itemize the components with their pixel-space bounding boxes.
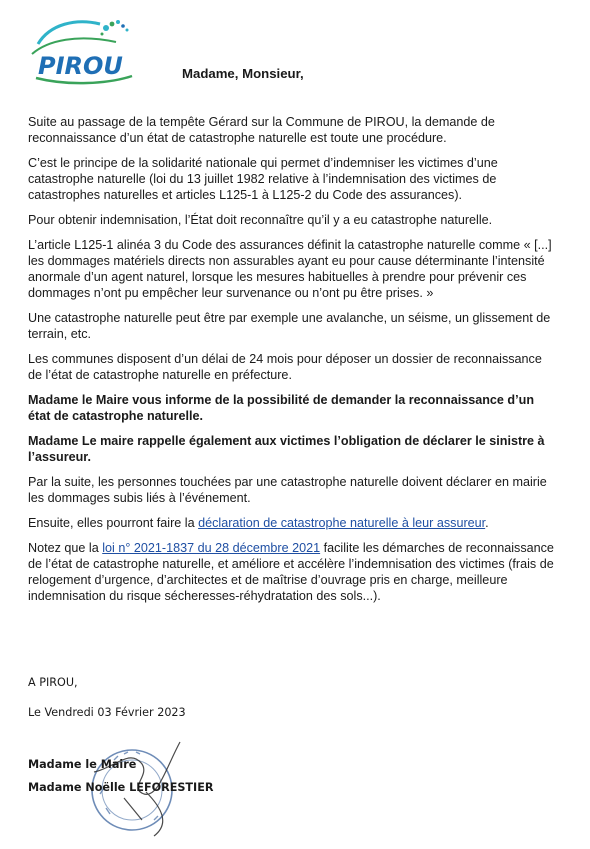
paragraph-maire-rappelle: Madame Le maire rappelle également aux victimes l’obligation de déclarer le sinistre à l’assureur. — [28, 434, 545, 464]
paragraph-maire-informe: Madame le Maire vous informe de la possibilité de demander la reconnaissance d’un état de catastrophe naturelle. — [28, 393, 535, 423]
paragraph-delai: Les communes disposent d’un délai de 24 mois pour déposer un dossier de reconnaissance de l’état de catastrophe naturelle en préfecture. — [28, 352, 542, 382]
pirou-logo — [28, 14, 140, 86]
ensuite-after: . — [485, 516, 489, 530]
paragraph-notez — [28, 540, 558, 604]
notez-after: facilite les démarches de reconnaissance de l’état de catastrophe naturelle, et améliore et accélère l’indemnisation des victimes (frais de relogement d’urgence, d’architectes et de maîtrise d’ouvrage pris en charge, meilleure indemnisation du risque sécheresses-réhydratation des sols...). — [28, 541, 554, 603]
paragraph-exemples: Une catastrophe naturelle peut être par exemple une avalanche, un séisme, un glissement de terrain, etc. — [28, 311, 551, 341]
paragraph-tempete: Suite au passage de la tempête Gérard sur la Commune de PIROU, la demande de reconnaissance d’un état de catastrophe naturelle est toute une procédure. — [28, 115, 495, 145]
loi-2021-link[interactable]: loi n° 2021-1837 du 28 décembre 2021 — [102, 541, 321, 555]
declaration-assureur-link[interactable]: déclaration de catastrophe naturelle à leur assureur — [198, 516, 486, 530]
paragraph-article: L’article L125-1 alinéa 3 du Code des assurances définit la catastrophe naturelle comme « [...] les dommages matériels directs non assurables ayant eu pour cause déterminante l’intensité anormale d’un agent naturel, lorsque les mesures habituelles à prendre pour prévenir ces dommages n’ont pu empêcher leur survenance ou n’ont pu être prises. » — [28, 238, 552, 300]
date-line: Le Vendredi 03 Février 2023 — [28, 706, 186, 719]
paragraph-ensuite — [28, 515, 558, 531]
paragraph-declarer-mairie: Par la suite, les personnes touchées par une catastrophe naturelle doivent déclarer en mairie les dommages subis liés à l’événement. — [28, 475, 547, 505]
notez-before: Notez que la — [28, 541, 103, 555]
signature-title: Madame le Maire — [28, 758, 137, 771]
letter-body — [28, 114, 558, 613]
logo-text: PIROU — [38, 52, 123, 80]
paragraph-indemnisation: Pour obtenir indemnisation, l’État doit reconnaître qu’il y a eu catastrophe naturelle. — [28, 213, 493, 227]
salutation: Madame, Monsieur, — [182, 66, 304, 81]
paragraph-solidarite: C’est le principe de la solidarité nationale qui permet d’indemniser les victimes d’une catastrophe naturelle (loi du 13 juillet 1982 relative à l’indemnisation des victimes de catastrophes naturelles et articles L125-1 à L125-2 du Code des assurances). — [28, 156, 498, 202]
place-line: A PIROU, — [28, 676, 78, 689]
signature-name: Madame Noëlle LEFORESTIER — [28, 781, 214, 794]
ensuite-before: Ensuite, elles pourront faire la — [28, 516, 199, 530]
